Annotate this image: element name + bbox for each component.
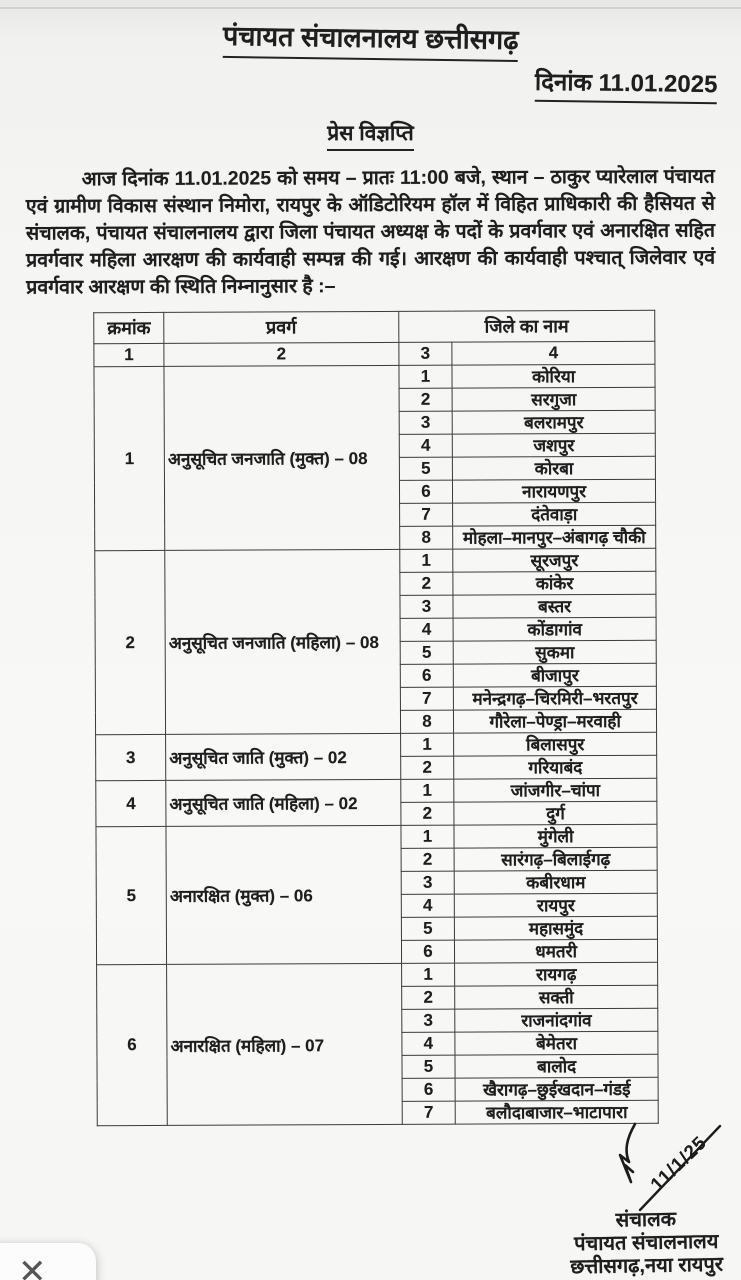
district-number-cell: 4	[399, 434, 453, 457]
press-title-line	[0, 119, 741, 151]
column-number-4: 4	[452, 341, 655, 365]
district-number-cell: 3	[399, 411, 453, 434]
category-cell: अनुसूचित जाति (महिला) – 02	[166, 779, 401, 826]
table-row	[96, 778, 657, 803]
close-icon: ✕	[18, 1253, 47, 1280]
reservation-table	[93, 310, 659, 1126]
table-row	[97, 962, 658, 987]
district-number-cell: 5	[402, 1055, 456, 1078]
district-name-cell: खैरागढ़–छुईखदान–गंडई	[455, 1077, 658, 1101]
category-cell: अनारक्षित (मुक्त) – 06	[166, 825, 401, 964]
district-number-cell: 2	[400, 756, 454, 779]
district-name-cell: कबीरधाम	[454, 870, 657, 894]
district-number-cell: 1	[401, 825, 455, 848]
district-name-cell: बलरामपुर	[452, 410, 655, 434]
date-line	[0, 66, 717, 103]
district-name-cell: धमतरी	[455, 939, 658, 963]
column-number-1: 1	[94, 343, 164, 366]
district-number-cell: 7	[399, 503, 453, 526]
district-name-cell: महासमुंद	[455, 916, 658, 940]
district-number-cell: 6	[401, 940, 455, 963]
serial-cell: 3	[96, 734, 166, 780]
district-name-cell: सरगुजा	[452, 387, 655, 411]
district-name-cell: सारंगढ़–बिलाईगढ़	[454, 847, 657, 871]
org-title: पंचायत संचालनालय छत्तीसगढ़	[223, 16, 519, 62]
district-name-cell: सूरजपुर	[453, 548, 656, 572]
district-number-cell: 2	[401, 802, 455, 825]
table-row	[95, 548, 656, 573]
district-name-cell: सुकमा	[453, 640, 656, 664]
district-number-cell: 4	[401, 894, 455, 917]
serial-cell: 6	[97, 964, 168, 1125]
district-number-cell: 2	[401, 986, 455, 1009]
handwritten-date: 11/1/25	[646, 1132, 712, 1196]
header-category: प्रवर्ग	[164, 311, 399, 343]
district-name-cell: कांकेर	[453, 571, 656, 595]
district-name-cell: गौरेला–पेण्ड्रा–मरवाही	[454, 709, 657, 733]
category-cell: अनुसूचित जनजाति (मुक्त) – 08	[164, 365, 399, 550]
category-cell: अनुसूचित जाति (मुक्त) – 02	[166, 733, 401, 780]
district-number-cell: 3	[400, 595, 454, 618]
signatory-designation: संचालक	[615, 1208, 677, 1232]
header-serial: क्रमांक	[94, 312, 164, 343]
serial-cell: 1	[94, 366, 165, 550]
district-number-cell: 6	[399, 480, 453, 503]
district-number-cell: 1	[399, 549, 453, 572]
district-number-cell: 1	[400, 733, 454, 756]
table-row	[96, 824, 657, 849]
signature-block	[570, 1208, 724, 1280]
press-release-paragraph: आज दिनांक 11.01.2025 को समय – प्रातः 11:00 बजे, स्थान – ठाकुर प्यारेलाल पंचायत एवं ग्रामीण विकास संस्थान निमोरा, रायपुर के ऑडिटोरियम हॉल में विहित प्राधिकारी की हैसियत से संचालक, पंचायत संचालनालय द्वारा जिला पंचायत अध्यक्ष के पदों के प्रवर्गवार एवं अनारक्षित सहित प्रवर्गवार महिला आरक्षण की कार्यवाही सम्पन्न की गई। आरक्षण की कार्यवाही पश्चात् जिलेवार एवं प्रवर्गवार आरक्षण की स्थिति निम्नानुसार है :–	[25, 165, 716, 299]
district-name-cell: दंतेवाड़ा	[453, 502, 656, 526]
district-name-cell: बिलासपुर	[454, 732, 657, 756]
category-cell: अनारक्षित (महिला) – 07	[167, 963, 402, 1125]
district-name-cell: दुर्ग	[454, 801, 657, 825]
press-release-title: प्रेस विज्ञप्ति	[327, 119, 413, 151]
serial-cell: 4	[96, 780, 166, 826]
district-name-cell: कोरिया	[452, 364, 655, 388]
district-number-cell: 1	[399, 365, 453, 388]
district-name-cell: मुंगेली	[454, 824, 657, 848]
column-number-3: 3	[399, 342, 453, 365]
district-name-cell: जांजगीर–चांपा	[454, 778, 657, 802]
document-date: दिनांक 11.01.2025	[534, 65, 717, 105]
district-name-cell: बेमेतरा	[455, 1031, 658, 1055]
district-number-cell: 1	[400, 779, 454, 802]
district-name-cell: बीजापुर	[453, 663, 656, 687]
org-title-line	[0, 18, 741, 60]
district-name-cell: मनेन्द्रगढ़–चिरमिरी–भरतपुर	[454, 686, 657, 710]
district-name-cell: मोहला–मानपुर–अंबागढ़ चौकी	[453, 525, 656, 549]
header-row	[94, 310, 655, 343]
district-name-cell: रायगढ़	[455, 962, 658, 986]
district-number-cell: 3	[401, 871, 455, 894]
document-body	[0, 14, 741, 1125]
serial-cell: 5	[96, 826, 167, 964]
district-number-cell: 1	[401, 963, 455, 986]
column-number-row	[94, 341, 655, 366]
district-number-cell: 5	[401, 917, 455, 940]
district-name-cell: कोंडागांव	[453, 617, 656, 641]
district-name-cell: रायपुर	[454, 893, 657, 917]
header-district: जिले का नाम	[398, 310, 654, 342]
district-name-cell: बालोद	[455, 1054, 658, 1078]
district-number-cell: 5	[400, 641, 454, 664]
signatory-office: पंचायत संचालनालय	[574, 1230, 719, 1256]
signature-area	[527, 1118, 727, 1218]
district-number-cell: 6	[400, 664, 454, 687]
column-number-2: 2	[164, 342, 399, 366]
district-name-cell: जशपुर	[452, 433, 655, 457]
district-name-cell: सक्ती	[455, 985, 658, 1009]
district-name-cell: बलौदाबाजार–भाटापारा	[455, 1100, 658, 1124]
signatory-location: छत्तीसगढ़,नया रायपुर	[570, 1253, 724, 1279]
district-name-cell: बस्तर	[453, 594, 656, 618]
reservation-table-header	[94, 310, 655, 366]
serial-cell: 2	[95, 550, 166, 734]
signature-scribble	[620, 1124, 635, 1182]
table-row	[96, 732, 657, 757]
district-number-cell: 8	[399, 526, 453, 549]
district-name-cell: गरियाबंद	[454, 755, 657, 779]
close-button[interactable]	[0, 1243, 96, 1280]
district-number-cell: 5	[399, 457, 453, 480]
district-number-cell: 6	[402, 1078, 456, 1101]
district-number-cell: 4	[400, 618, 454, 641]
district-name-cell: नारायणपुर	[453, 479, 656, 503]
reservation-table-body	[94, 364, 658, 1125]
district-number-cell: 7	[400, 687, 454, 710]
district-number-cell: 2	[400, 572, 454, 595]
district-number-cell: 2	[401, 848, 455, 871]
district-name-cell: कोरबा	[453, 456, 656, 480]
district-number-cell: 7	[402, 1101, 456, 1124]
district-name-cell: राजनांदगांव	[455, 1008, 658, 1032]
category-cell: अनुसूचित जनजाति (महिला) – 08	[165, 549, 400, 734]
district-number-cell: 3	[401, 1009, 455, 1032]
district-number-cell: 4	[402, 1032, 456, 1055]
district-number-cell: 8	[400, 710, 454, 733]
district-number-cell: 2	[399, 388, 453, 411]
table-row	[94, 364, 655, 389]
photo-top-edge	[0, 7, 741, 9]
